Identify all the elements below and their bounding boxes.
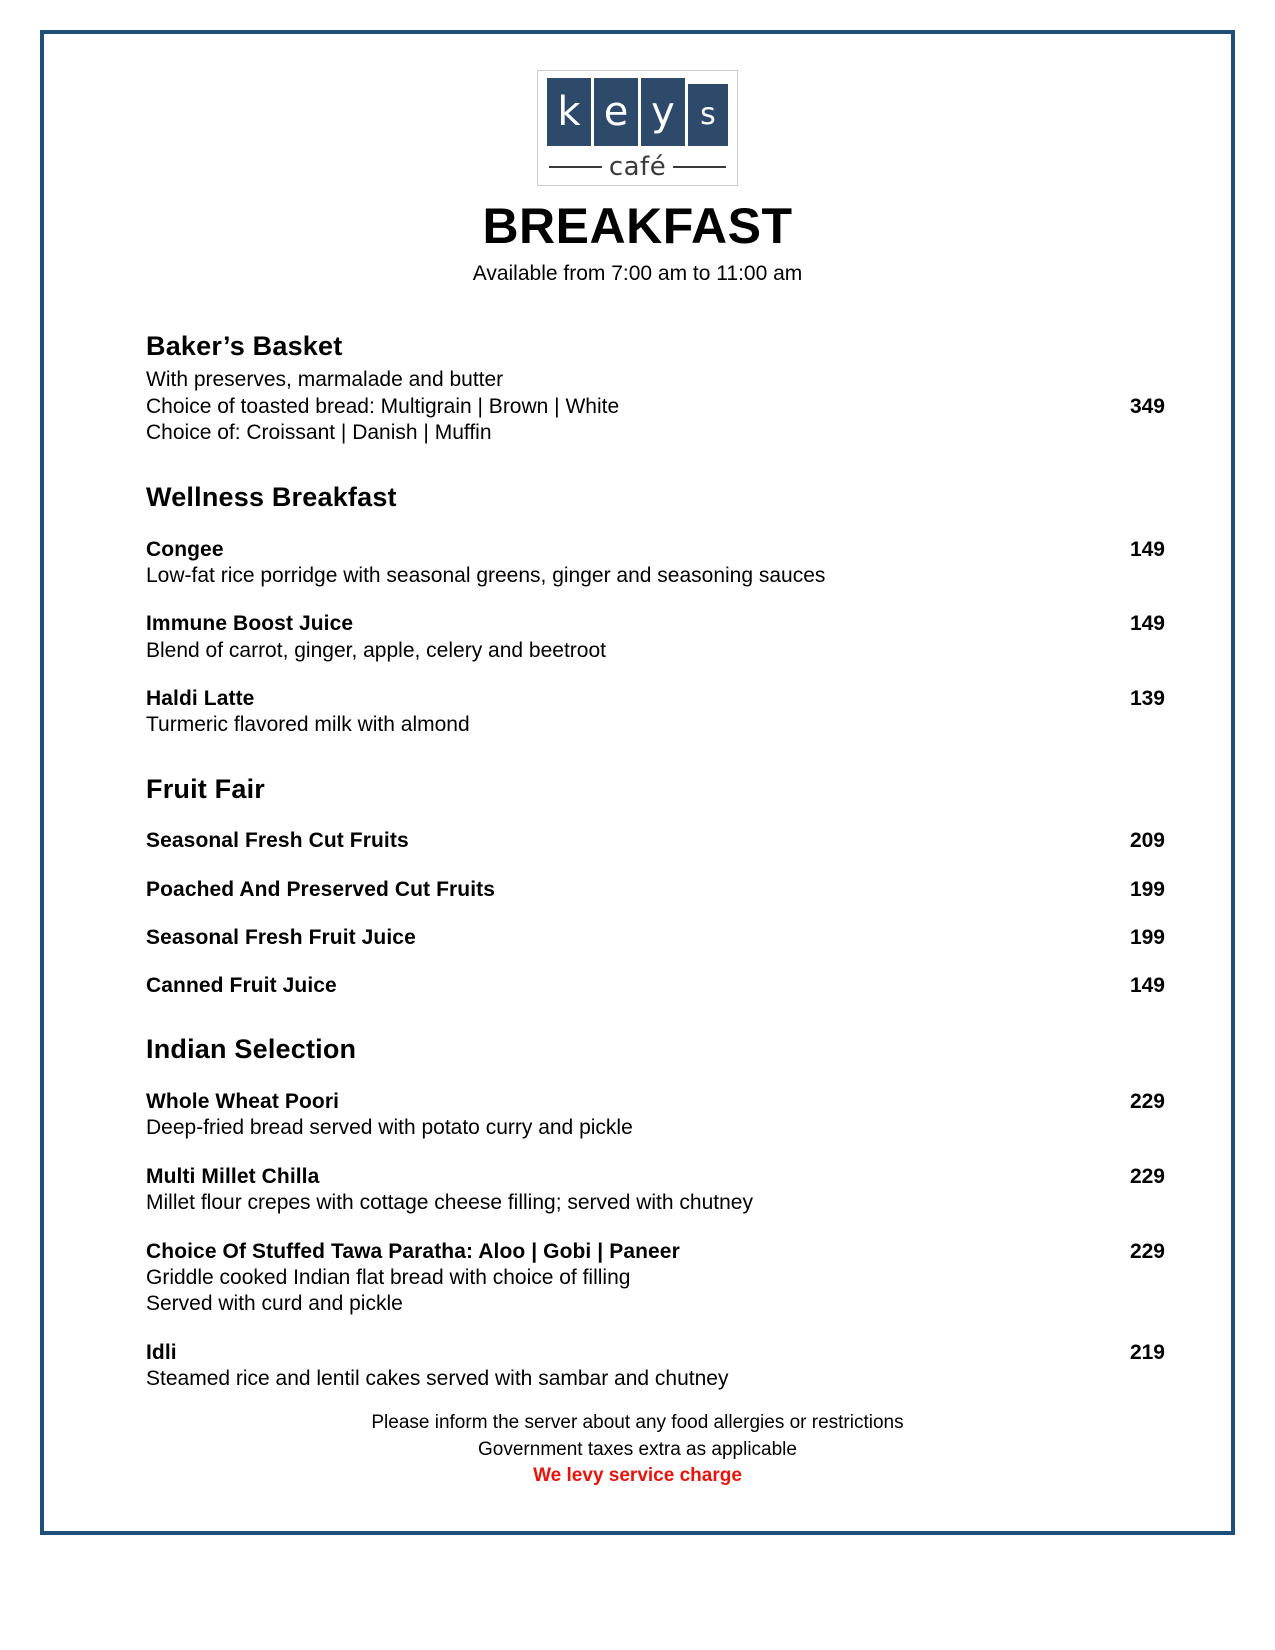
menu-item <box>146 1164 1165 1217</box>
menu-item <box>146 1239 1165 1318</box>
item-price: 199 <box>1129 925 1165 949</box>
footer-allergy-notice: Please inform the server about any food allergies or restrictions <box>371 1412 904 1434</box>
footer-service-charge-notice: We levy service charge <box>533 1464 742 1486</box>
item-price: 229 <box>1129 1239 1165 1263</box>
page-title: BREAKFAST <box>482 198 793 254</box>
intro-line-1: With preserves, marmalade and butter <box>146 368 504 392</box>
logo-letter-tiles <box>547 78 728 146</box>
intro-line-3: Choice of: Croissant | Danish | Muffin <box>146 421 492 445</box>
menu-item-row <box>146 973 1165 999</box>
menu-item <box>146 828 1165 854</box>
item-name: Multi Millet Chilla <box>146 1164 320 1188</box>
item-price: 139 <box>1129 686 1165 710</box>
logo-rule-right <box>673 166 726 168</box>
item-name: Seasonal Fresh Fruit Juice <box>146 925 416 949</box>
item-price: 209 <box>1129 829 1165 853</box>
intro-line-2-row <box>146 394 1165 420</box>
menu-item-row <box>146 686 1165 712</box>
logo-tile-e: e <box>594 78 638 146</box>
menu-page <box>40 30 1235 1535</box>
menu-item-row <box>146 537 1165 563</box>
item-description-line-2: Served with curd and pickle <box>146 1292 403 1316</box>
menu-item-row <box>146 1089 1165 1115</box>
menu-item <box>146 1089 1165 1142</box>
menu-item <box>146 877 1165 903</box>
intro-line-2: Choice of toasted bread: Multigrain | Brown | White <box>146 394 620 418</box>
menu-footer <box>44 1410 1231 1489</box>
item-price: 149 <box>1129 974 1165 998</box>
item-name: Canned Fruit Juice <box>146 974 337 998</box>
item-name: Immune Boost Juice <box>146 612 354 636</box>
menu-item <box>146 611 1165 664</box>
intro-line-3-row <box>146 420 1165 446</box>
menu-item <box>146 537 1165 590</box>
item-price: 229 <box>1129 1164 1165 1188</box>
logo-cafe-row <box>547 154 728 180</box>
menu-item <box>146 1340 1165 1393</box>
menu-item-row <box>146 877 1165 903</box>
item-description: Deep-fried bread served with potato curry and pickle <box>146 1116 633 1140</box>
menu-item-row <box>146 1340 1165 1366</box>
menu-header <box>44 34 1231 286</box>
item-price: 219 <box>1129 1340 1165 1364</box>
menu-content <box>44 330 1231 1393</box>
item-price: 229 <box>1129 1090 1165 1114</box>
item-name: Whole Wheat Poori <box>146 1090 340 1114</box>
item-name: Congee <box>146 537 224 561</box>
logo-tile-y: y <box>641 78 685 146</box>
menu-section-fruit-fair <box>146 773 1165 1000</box>
item-price: 149 <box>1129 612 1165 636</box>
menu-item <box>146 973 1165 999</box>
menu-item-row <box>146 1164 1165 1190</box>
item-description: Millet flour crepes with cottage cheese filling; served with chutney <box>146 1191 753 1215</box>
menu-section-bakers-basket <box>146 330 1165 447</box>
logo-tile-s: s <box>688 84 728 146</box>
menu-section-indian-selection <box>146 1033 1165 1392</box>
keys-cafe-logo <box>537 70 738 186</box>
item-name: Poached And Preserved Cut Fruits <box>146 877 496 901</box>
section-heading: Wellness Breakfast <box>146 481 397 512</box>
item-description: Low-fat rice porridge with seasonal greens, ginger and seasoning sauces <box>146 563 826 587</box>
item-price: 349 <box>1129 394 1165 418</box>
menu-item-row <box>146 828 1165 854</box>
section-heading: Fruit Fair <box>146 773 266 804</box>
item-name: Choice Of Stuffed Tawa Paratha: Aloo | Gobi | Paneer <box>146 1239 680 1263</box>
item-name: Idli <box>146 1340 177 1364</box>
menu-item-row <box>146 1239 1165 1265</box>
menu-item-row <box>146 611 1165 637</box>
item-description: Steamed rice and lentil cakes served with sambar and chutney <box>146 1366 729 1390</box>
logo-tile-k: k <box>547 78 591 146</box>
item-description: Griddle cooked Indian flat bread with choice of filling <box>146 1265 631 1289</box>
intro-line-1-row <box>146 367 1165 393</box>
availability-text: Available from 7:00 am to 11:00 am <box>472 261 803 285</box>
item-name: Seasonal Fresh Cut Fruits <box>146 829 409 853</box>
logo-rule-left <box>549 166 602 168</box>
menu-item <box>146 686 1165 739</box>
section-heading: Baker’s Basket <box>146 330 343 361</box>
logo-cafe-label: café <box>608 152 667 182</box>
section-heading: Indian Selection <box>146 1034 357 1065</box>
menu-section-wellness-breakfast <box>146 481 1165 739</box>
menu-item-row <box>146 925 1165 951</box>
menu-item <box>146 925 1165 951</box>
bakers-basket-details <box>146 367 1165 446</box>
item-description: Blend of carrot, ginger, apple, celery and beetroot <box>146 638 606 662</box>
item-price: 149 <box>1129 537 1165 561</box>
item-name: Haldi Latte <box>146 686 255 710</box>
item-price: 199 <box>1129 877 1165 901</box>
item-description: Turmeric flavored milk with almond <box>146 713 470 737</box>
footer-tax-notice: Government taxes extra as applicable <box>478 1438 797 1460</box>
